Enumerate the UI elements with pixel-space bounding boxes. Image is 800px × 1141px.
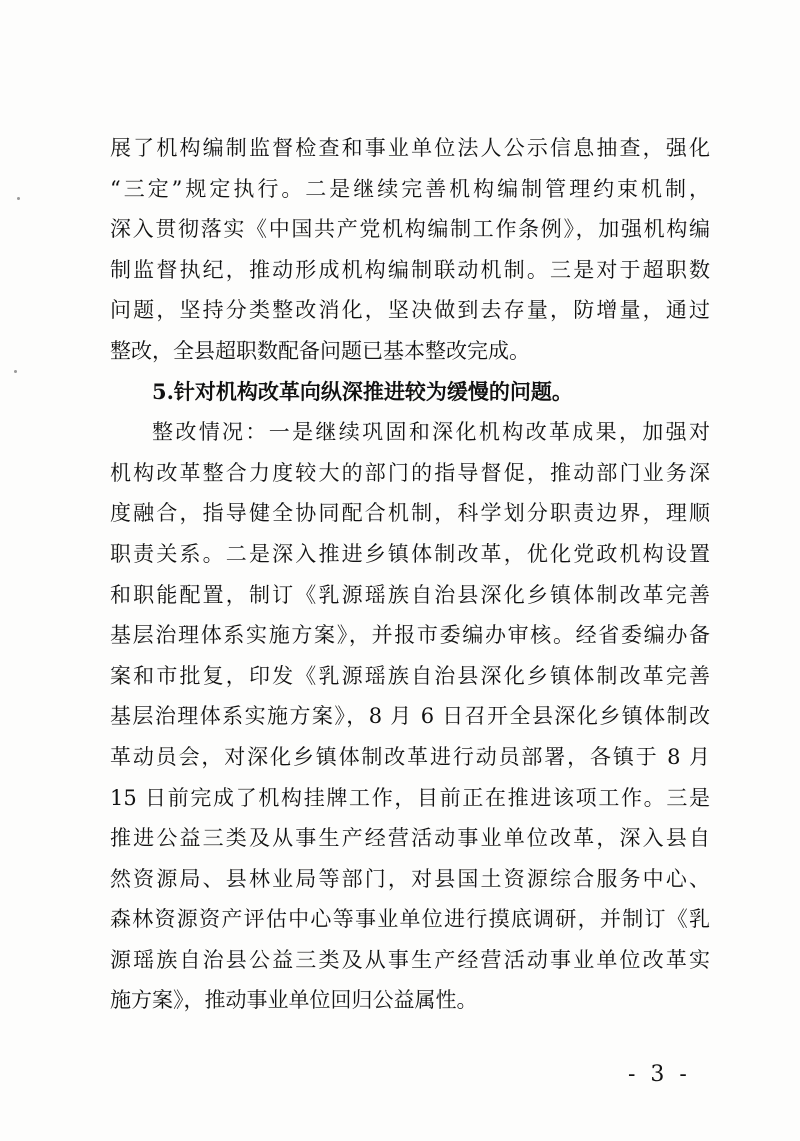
text-line: 整改情况：一是继续巩固和深化机构改革成果，加强对 <box>152 420 710 445</box>
text-line: 然资源局、县林业局等部门，对县国土资源综合服务中心、 <box>110 866 710 891</box>
text-line: 源瑶族自治县公益三类及从事生产经营活动事业单位改革实 <box>110 947 710 972</box>
text-line: 度融合，指导健全协同配合机制，科学划分职责边界，理顺 <box>110 501 710 526</box>
text-line: 机构改革整合力度较大的部门的指导督促，推动部门业务深 <box>110 460 710 485</box>
text-line: 制监督执纪，推动形成机构编制联动机制。三是对于超职数 <box>110 257 710 282</box>
text-line: 基层治理体系实施方案》，并报市委编办审核。经省委编办备 <box>110 623 710 648</box>
text-line: 深入贯彻落实《中国共产党机构编制工作条例》，加强机构编 <box>110 217 710 242</box>
text-line: 展了机构编制监督检查和事业单位法人公示信息抽查，强化 <box>110 136 710 160</box>
text-line: 施方案》，推动事业单位回归公益属性。 <box>110 988 478 1013</box>
text-line: 职责关系。二是深入推进乡镇体制改革，优化党政机构设置 <box>110 541 710 566</box>
text-line: 推进公益三类及从事生产经营活动事业单位改革，深入县自 <box>110 826 710 851</box>
text-line: 森林资源资产评估中心等事业单位进行摸底调研，并制订《乳 <box>110 907 710 932</box>
body-text <box>110 128 710 1021</box>
text-line: 案和市批复，印发《乳源瑶族自治县深化乡镇体制改革完善 <box>110 663 710 688</box>
text-line: 整改，全县超职数配备问题已基本整改完成。 <box>110 338 530 363</box>
text-line: 问题，坚持分类整改消化，坚决做到去存量，防增量，通过 <box>110 298 710 323</box>
text-line: 革动员会，对深化乡镇体制改革进行动员部署，各镇于 8 月 <box>110 744 710 769</box>
page-number: - 3 - <box>628 1062 691 1087</box>
scan-speck <box>14 370 17 373</box>
text-line: 15 日前完成了机构挂牌工作，目前正在推进该项工作。三是 <box>110 785 710 810</box>
text-line: 基层治理体系实施方案》，8 月 6 日召开全县深化乡镇体制改 <box>110 704 710 729</box>
section-heading: 5.针对机构改革向纵深推进较为缓慢的问题。 <box>152 378 573 404</box>
scan-speck <box>17 197 20 200</box>
text-line: 和职能配置，制订《乳源瑶族自治县深化乡镇体制改革完善 <box>110 582 710 607</box>
text-line: “三定”规定执行。二是继续完善机构编制管理约束机制， <box>110 176 710 201</box>
